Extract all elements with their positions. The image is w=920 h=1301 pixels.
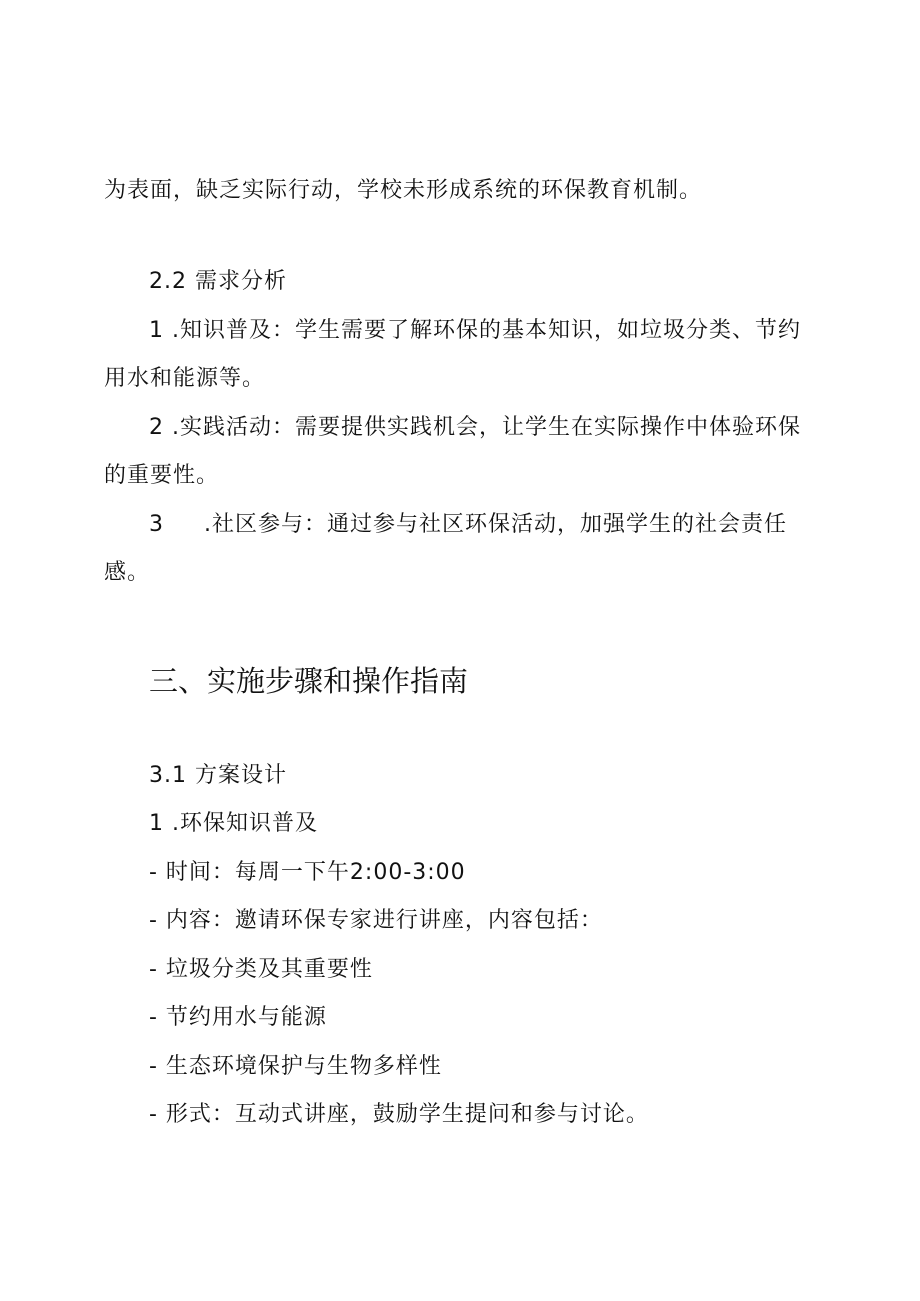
- plan-detail-topic-3: - 生态环境保护与生物多样性: [149, 1054, 442, 1079]
- need-item-3-line-2: 感。: [104, 560, 151, 585]
- section-3-heading: 三、实施步骤和操作指南: [149, 664, 469, 698]
- section-2-2-title: 2.2 需求分析: [149, 269, 287, 294]
- section-3-1-title: 3.1 方案设计: [149, 763, 287, 788]
- need-item-2-line-1: 2 .实践活动：需要提供实践机会，让学生在实际操作中体验环保: [149, 415, 801, 440]
- need-item-3-number: 3: [149, 512, 164, 537]
- need-item-2-line-2: 的重要性。: [104, 463, 220, 488]
- need-item-1-line-1: 1 .知识普及：学生需要了解环保的基本知识，如垃圾分类、节约: [149, 318, 801, 343]
- plan-item-1-title: 1 .环保知识普及: [149, 811, 318, 836]
- continuation-paragraph: 为表面，缺乏实际行动，学校未形成系统的环保教育机制。: [104, 178, 703, 203]
- plan-detail-time: - 时间：每周一下午2:00-3:00: [149, 860, 466, 885]
- need-item-1-line-2: 用水和能源等。: [104, 366, 266, 391]
- plan-detail-topic-1: - 垃圾分类及其重要性: [149, 957, 373, 982]
- plan-detail-format: - 形式：互动式讲座，鼓励学生提问和参与讨论。: [149, 1102, 649, 1127]
- plan-detail-topic-2: - 节约用水与能源: [149, 1005, 327, 1030]
- need-item-3-line-1: .社区参与：通过参与社区环保活动，加强学生的社会责任: [204, 512, 787, 537]
- plan-detail-content: - 内容：邀请环保专家进行讲座，内容包括：: [149, 908, 603, 933]
